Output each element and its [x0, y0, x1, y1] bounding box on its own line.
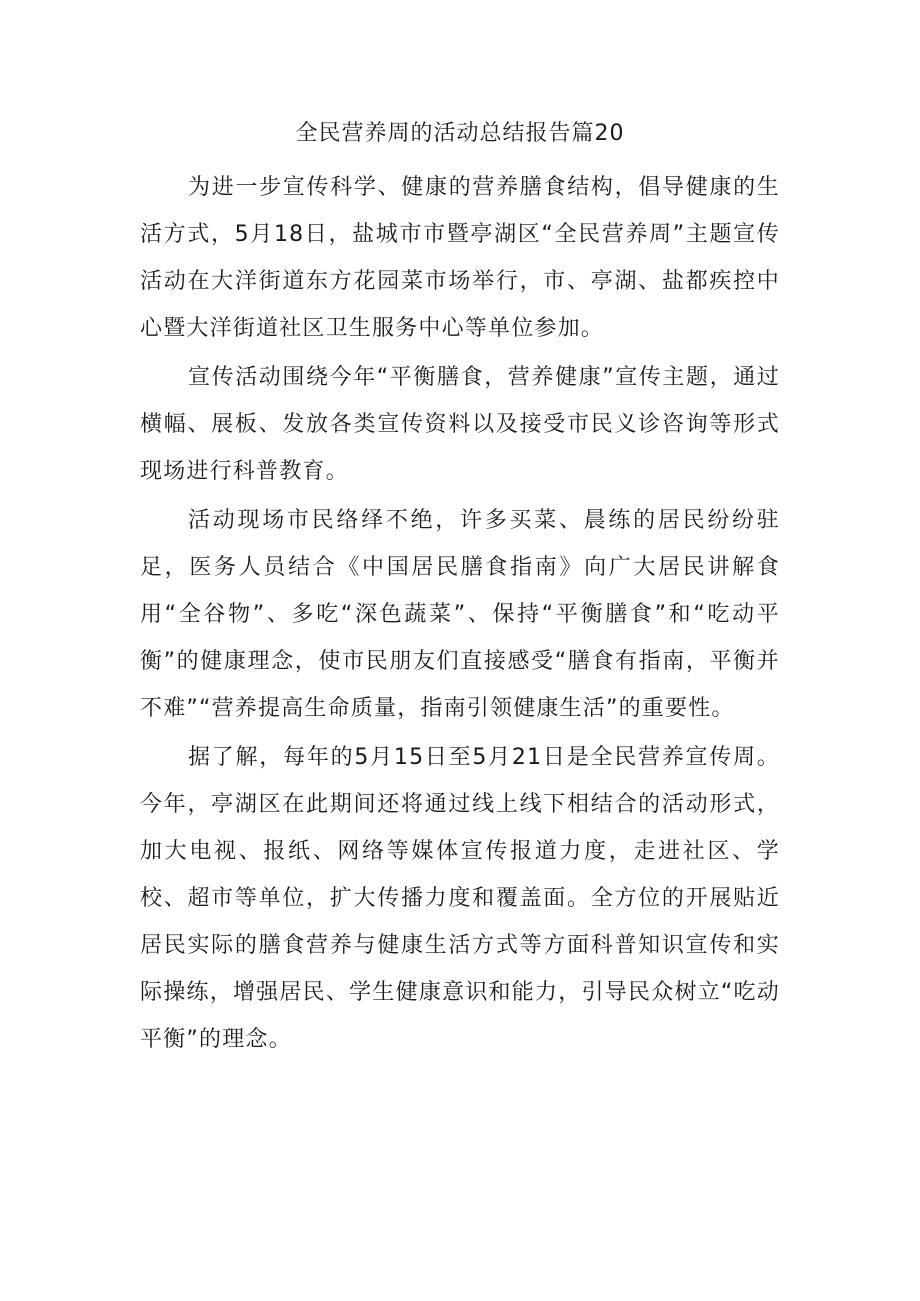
document-body [140, 164, 780, 1065]
paragraph-1: 为进一步宣传科学、健康的营养膳食结构，倡导健康的生活方式，5月18日，盐城市市暨亭湖区“全民营养周”主题宣传活动在大洋街道东方花园菜市场举行，市、亭湖、盐都疾控中心暨大洋街道社区卫生服务中心等单位参加。 [140, 175, 780, 341]
paragraph-2: 宣传活动围绕今年“平衡膳食，营养健康”宣传主题，通过横幅、展板、发放各类宣传资料以及接受市民义诊咨询等形式现场进行科普教育。 [140, 365, 780, 484]
document-title: 全民营养周的活动总结报告篇20 [295, 121, 625, 146]
paragraph-4: 据了解，每年的5月15日至5月21日是全民营养宣传周。今年，亭湖区在此期间还将通过线上线下相结合的活动形式，加大电视、报纸、网络等媒体宣传报道力度，走进社区、学校、超市等单位，扩大传播力度和覆盖面。全方位的开展贴近居民实际的膳食营养与健康生活方式等方面科普知识宣传和实际操练，增强居民、学生健康意识和能力，引导民众树立“吃动平衡”的理念。 [140, 745, 780, 1052]
paragraph-3: 活动现场市民络绎不绝，许多买菜、晨练的居民纷纷驻足，医务人员结合《中国居民膳食指南》向广大居民讲解食用“全谷物”、多吃“深色蔬菜”、保持“平衡膳食”和“吃动平衡”的健康理念，使市民朋友们直接感受“膳食有指南，平衡并不难”“营养提高生命质量，指南引领健康生活”的重要性。 [140, 508, 780, 721]
